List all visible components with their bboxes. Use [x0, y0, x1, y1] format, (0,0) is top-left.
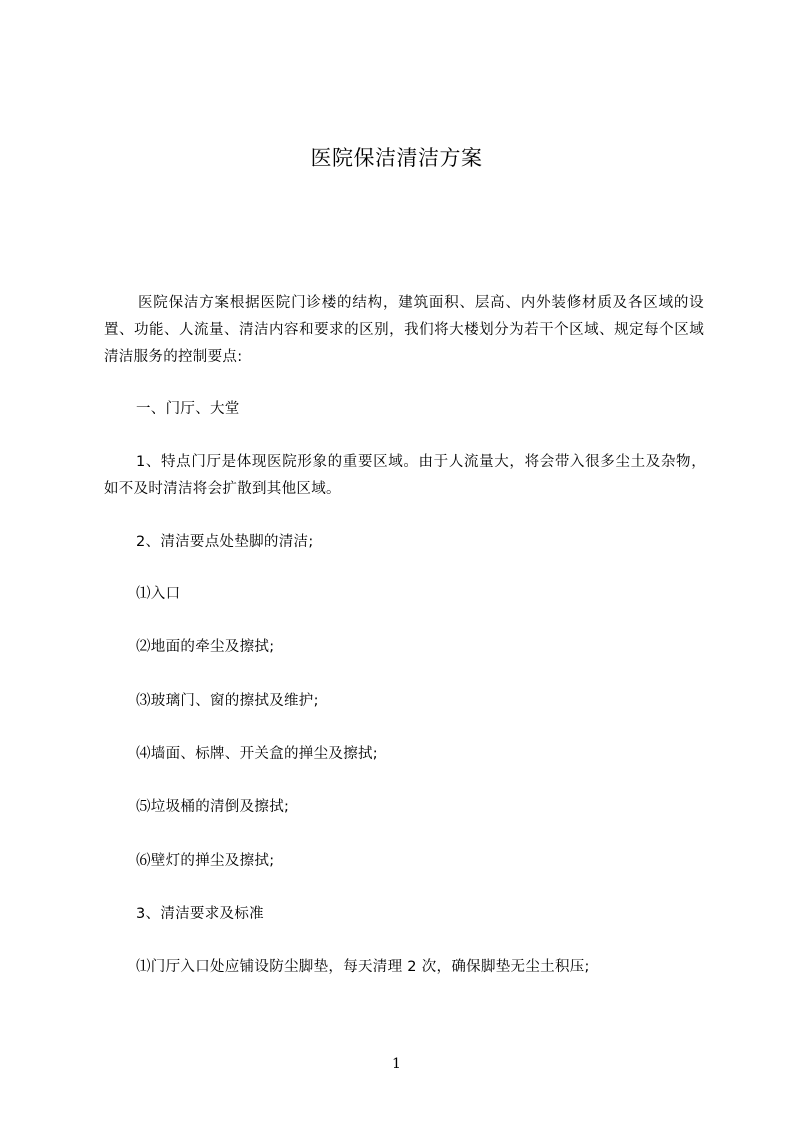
paragraph-cleaning-points: 2、清洁要点处垫脚的清洁;: [136, 534, 314, 550]
list-item-wall-lamps: ⑹壁灯的掸尘及擦拭;: [136, 853, 275, 869]
list-item-doormat-requirement: ⑴门厅入口处应铺设防尘脚垫，每天清理 2 次，确保脚垫无尘土积压;: [136, 959, 590, 975]
list-item-entrance: ⑴入口: [136, 586, 181, 602]
list-item-walls: ⑷墙面、标牌、开关盒的掸尘及擦拭;: [136, 746, 378, 762]
page-number: 1: [392, 1056, 401, 1072]
document-title: 医院保洁清洁方案: [310, 146, 483, 170]
section-heading-lobby: 一、门厅、大堂: [136, 401, 240, 417]
paragraph-requirements-heading: 3、清洁要求及标准: [136, 906, 264, 922]
paragraph-characteristics: 1、特点门厅是体现医院形象的重要区域。由于人流量大，将会带入很多尘土及杂物，如不及时清洁将会扩散到其他区域。: [104, 454, 706, 497]
list-item-glass: ⑶玻璃门、窗的擦拭及维护;: [136, 693, 319, 709]
list-item-trash-bins: ⑸垃圾桶的清倒及擦拭;: [136, 799, 290, 815]
intro-paragraph: 医院保洁方案根据医院门诊楼的结构，建筑面积、层高、内外装修材质及各区域的设置、功能、人流量、清洁内容和要求的区别，我们将大楼划分为若干个区域、规定每个区域清洁服务的控制要点:: [104, 295, 704, 365]
list-item-floor: ⑵地面的牵尘及擦拭;: [136, 639, 275, 655]
